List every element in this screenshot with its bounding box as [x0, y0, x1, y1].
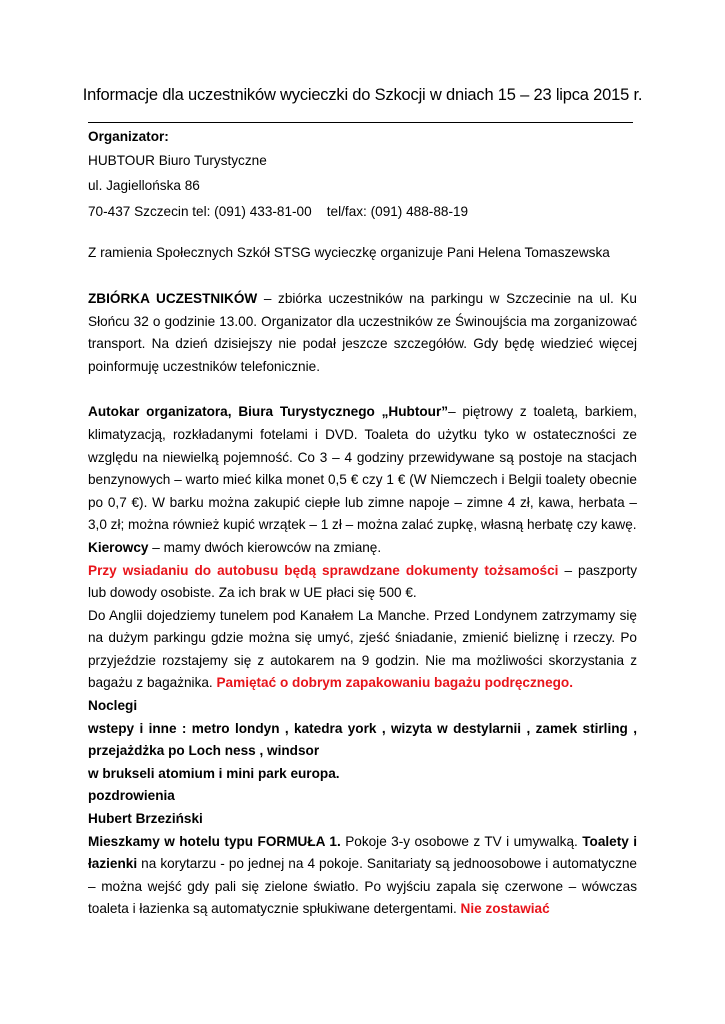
extra-line-5: Hubert Brzeziński: [88, 811, 203, 827]
meeting-text: – zbiórka uczestników na parkingu w Szczecinie na ul. Ku Słońcu 32 o godzinie 13.00. Organizator dla uczestników ze Świnoujścia ma zorganizować transport. Na dzień dzisiejszy nie podał jeszcze szczegółów. Gdy będę wiedzieć więcej poinformuję uczestników telefonicznie.: [88, 290, 637, 374]
hotel-paragraph: [88, 831, 637, 921]
extra-line-3: w brukseli atomium i mini park europa.: [88, 765, 340, 781]
drivers-paragraph: [88, 537, 637, 560]
document-body: [88, 126, 637, 921]
extra-line-1: Noclegi: [88, 698, 138, 714]
documents-paragraph: [88, 560, 637, 605]
organizer-heading: Organizator:: [88, 129, 169, 144]
drivers-heading: Kierowcy: [88, 539, 149, 555]
organizer-name: HUBTOUR Biuro Turystyczne: [88, 152, 267, 168]
bus-paragraph: [88, 401, 637, 537]
meeting-heading: ZBIÓRKA UCZESTNIKÓW: [88, 290, 258, 306]
hotel-warning: Nie zostawiać: [460, 901, 550, 917]
documents-warning: Przy wsiadaniu do autobusu będą sprawdzane dokumenty tożsamości: [88, 562, 559, 578]
extra-line-2: wstepy i inne : metro londyn , katedra york , wizyta w destylarnii , zamek stirling , przejażdżka po Loch ness , windsor: [88, 720, 637, 759]
england-paragraph: [88, 605, 637, 695]
bus-text: – piętrowy z toaletą, barkiem, klimatyzacją, rozkładanymi fotelami i DVD. Toaleta do użytku tyko w ostateczności ze względu na niewielką pojemność. Co 3 – 4 godziny przewidywane są postoje na stacjach benzynowych – warto mieć kilka monet 0,5 € czy 1 € (W Niemczech i Belgii toalety obecnie po 0,7 €). W barku można zakupić ciepłe lub zimne napoje – zimne 4 zł, kawa, herbata – 3,0 zł; można również kupić wrzątek – 1 zł – można zalać zupkę, własną herbatę czy kawę.: [88, 404, 637, 533]
toilets-heading: Toalety i łazienki: [88, 833, 638, 872]
organizer-contact: 70-437 Szczecin tel: (091) 433-81-00 tel/fax: (091) 488-88-19: [88, 203, 469, 219]
school-note: Z ramienia Społecznych Szkół STSG wycieczkę organizuje Pani Helena Tomaszewska: [88, 245, 610, 261]
title-underline: [88, 122, 633, 123]
document-title: Informacje dla uczestników wycieczki do Szkocji w dniach 15 – 23 lipca 2015 r.: [82, 86, 643, 104]
england-text: Do Anglii dojedziemy tunelem pod Kanałem La Manche. Przed Londynem zatrzymamy się na dużym parkingu gdzie można się umyć, zjeść śniadanie, zmienić bieliznę i rzeczy. Po przyjeździe rozstajemy się z autokarem na 9 godzin. Nie ma możliwości skorzystania z bagażu z bagażnika.: [88, 607, 637, 691]
documents-text: – paszporty lub dowody osobiste. Za ich brak w UE płaci się 500 €.: [88, 562, 637, 601]
organizer-street: ul. Jagiellońska 86: [88, 178, 200, 194]
bus-heading: Autokar organizatora, Biura Turystycznego „Hubtour”: [88, 404, 449, 420]
hotel-text-1: Pokoje 3-y osobowe z TV i umywalką.: [340, 833, 583, 849]
hotel-heading: Mieszkamy w hotelu typu FORMUŁA 1.: [88, 833, 341, 849]
extra-line-4: pozdrowienia: [88, 788, 175, 804]
luggage-warning: Pamiętać o dobrym zapakowaniu bagażu podręcznego.: [216, 675, 574, 691]
drivers-text: – mamy dwóch kierowców na zmianę.: [148, 539, 382, 555]
hotel-text-2: na korytarzu - po jednej na 4 pokoje. Sanitariaty są jednoosobowe i automatyczne – można wejść gdy pali się zielone światło. Po wyjściu zapala się czerwone – wówczas toaleta i łazienka są automatycznie spłukiwane detergentami.: [88, 856, 637, 917]
meeting-paragraph: [88, 288, 637, 378]
